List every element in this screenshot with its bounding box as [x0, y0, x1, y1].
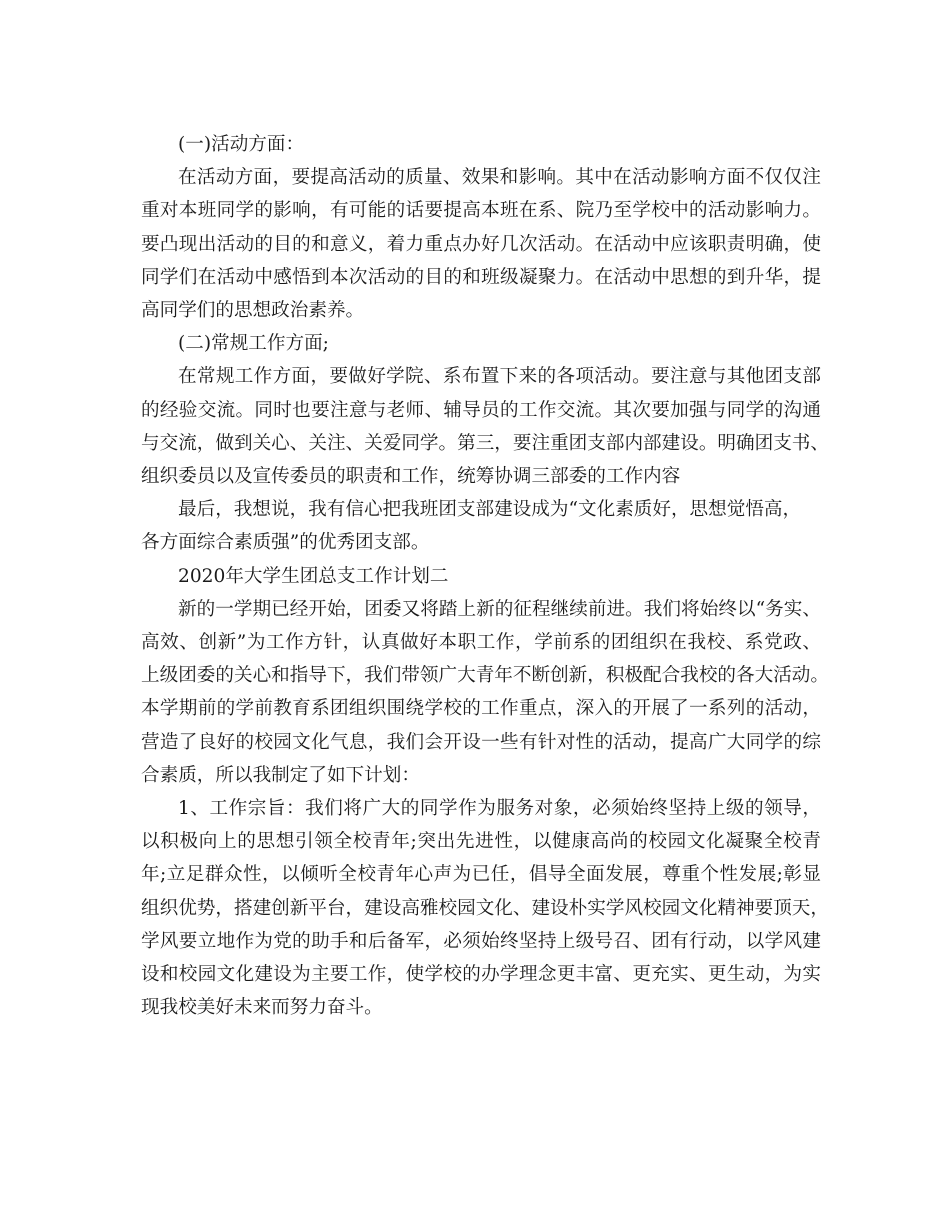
text-line: 高效、创新”为工作方针，认真做好本职工作，学前系的团组织在我校、系党政、: [141, 632, 821, 654]
text-line: 2020年大学生团总支工作计划二: [178, 565, 449, 587]
text-line: (一)活动方面：: [178, 134, 305, 155]
text-line: 在常规工作方面，要做好学院、系布置下来的各项活动。要注意与其他团支部: [178, 366, 821, 388]
section-heading-activities: [141, 128, 821, 161]
paragraph-finally: [141, 493, 821, 559]
text-line: 设和校园文化建设为主要工作，使学校的办学理念更丰富、更充实、更生动，为实: [141, 964, 821, 986]
text-line: 本学期前的学前教育系团组织围绕学校的工作重点，深入的开展了一系列的活动，: [141, 698, 821, 720]
text-line: 合素质，所以我制定了如下计划：: [141, 764, 420, 786]
text-line: 与交流，做到关心、关注、关爱同学。第三，要注重团支部内部建设。明确团支书、: [141, 432, 829, 454]
text-line: 1、工作宗旨：我们将广大的同学作为服务对象，必须始终坚持上级的领导，: [178, 798, 821, 820]
text-line: 重对本班同学的影响，有可能的话要提高本班在系、院乃至学校中的活动影响力。: [141, 200, 821, 222]
text-line: 要凸现出活动的目的和意义，着力重点办好几次活动。在活动中应该职责明确，使: [141, 233, 821, 255]
text-line: (二)常规工作方面;: [178, 333, 329, 355]
document-body: [141, 128, 829, 1024]
text-line: 在活动方面，要提高活动的质量、效果和影响。其中在活动影响方面不仅仅注: [178, 167, 821, 189]
text-line: 营造了良好的校园文化气息，我们会开设一些有针对性的活动，提高广大同学的综: [141, 731, 821, 753]
paragraph-purpose: [141, 792, 829, 1024]
text-line: 年;立足群众性，以倾听全校青年心声为已任，倡导全面发展，尊重个性发展;彰显: [141, 864, 821, 886]
text-line: 各方面综合素质强”的优秀团支部。: [141, 532, 430, 554]
text-line: 组织优势，搭建创新平台，建设高雅校园文化、建设朴实学风校园文化精神要顶天，: [141, 897, 829, 919]
text-line: 同学们在活动中感悟到本次活动的目的和班级凝聚力。在活动中思想的到升华，提: [141, 266, 821, 288]
text-line: 组织委员以及宣传委员的职责和工作，统筹协调三部委的工作内容: [141, 466, 681, 488]
text-line: 的经验交流。同时也要注意与老师、辅导员的工作交流。其次要加强与同学的沟通: [141, 399, 821, 421]
text-line: 高同学们的思想政治素养。: [141, 300, 365, 322]
text-line: 以积极向上的思想引领全校青年;突出先进性，以健康高尚的校园文化凝聚全校青: [141, 831, 821, 853]
text-line: 上级团委的关心和指导下，我们带领广大青年不断创新，积极配合我校的各大活动。: [141, 665, 829, 687]
text-line: 最后，我想说，我有信心把我班团支部建设成为“文化素质好，思想觉悟高，: [178, 499, 802, 521]
text-line: 学风要立地作为党的助手和后备军，必须始终坚持上级号召、团有行动，以学风建: [141, 930, 821, 952]
paragraph-new-semester: [141, 593, 829, 792]
text-line: 现我校美好未来而努力奋斗。: [141, 997, 383, 1019]
paragraph-activities: [141, 161, 821, 327]
paragraph-routine: [141, 360, 829, 493]
section-heading-plan-two: [141, 560, 821, 593]
section-heading-routine: [141, 327, 821, 360]
text-line: 新的一学期已经开始，团委又将踏上新的征程继续前进。我们将始终以“务实、: [178, 598, 821, 620]
